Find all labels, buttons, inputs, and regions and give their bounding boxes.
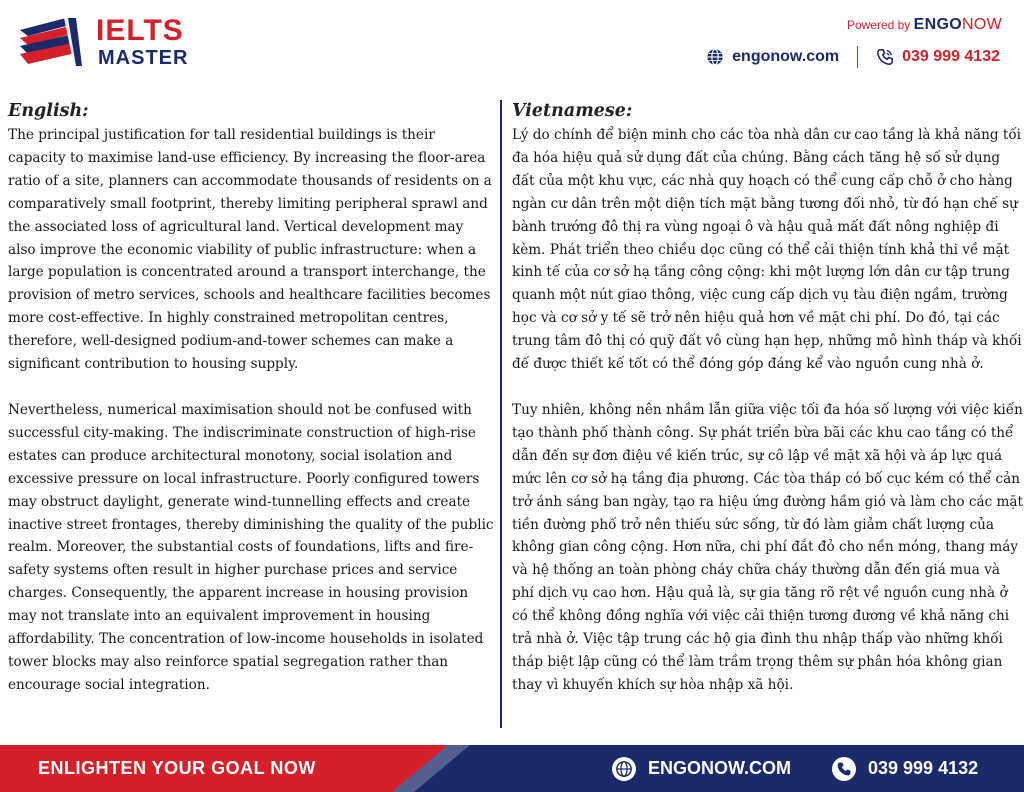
header-website-text: engonow.com (732, 48, 840, 65)
footer-phone-icon (832, 757, 856, 781)
vietnamese-paragraph-2: Tuy nhiên, không nên nhầm lẫn giữa việc tối đa hóa số lượng với việc kiến tạo thành phố thành công. Sự phát triển bừa bãi các khu cao tầng có thể dẫn đến sự đơn điệu về kiến trúc, sự cô lập về mặt xã hội và áp lực quá mức lên cơ sở hạ tầng địa phương. Các tòa tháp có bố cục kém có thể cản trở ánh sáng ban ngày, tạo ra hiệu ứng đường hầm gió và làm cho các mặt tiền đường phố trở nên thiếu sức sống, từ đó làm giảm chất lượng của không gian công cộng. Hơn nữa, chi phí đắt đỏ cho nền móng, thang máy và hệ thống an toàn phòng cháy chữa cháy thường dẫn đến giá mua và phí dịch vụ cao hơn. Hậu quả là, sự gia tăng rõ rệt về nguồn cung nhà ở có thể không đồng nghĩa với việc cải thiện tương đương về khả năng chi trả nhà ở. Việc tập trung các hộ gia đình thu nhập thấp vào những khối tháp biệt lập cũng có thể làm trầm trọng thêm sự phân hóa không gian thay vì khuyến khích sự hòa nhập xã hội. (512, 401, 1023, 693)
footer-globe-icon (612, 757, 636, 781)
footer-phone-link[interactable] (832, 745, 978, 792)
header-phone-text: 039 999 4132 (902, 48, 1000, 65)
column-divider (500, 100, 502, 728)
vietnamese-paragraph-1: Lý do chính để biện minh cho các tòa nhà dân cư cao tầng là khả năng tối đa hóa hiệu quả sử dụng đất của chúng. Bằng cách tăng hệ số sử dụng đất của một khu vực, các nhà quy hoạch có thể cung cấp chỗ ở cho hàng ngàn cư dân trên một diện tích mặt bằng tương đối nhỏ, từ đó hạn chế sự bành trướng đô thị ra vùng ngoại ô và hậu quả mất đất nông nghiệp đi kèm. Phát triển theo chiều dọc cũng có thể cải thiện tính khả thi về mặt kinh tế của cơ sở hạ tầng công cộng: khi một lượng lớn dân cư tập trung quanh một nút giao thông, việc cung cấp dịch vụ tàu điện ngầm, trường học và cơ sở y tế sẽ trở nên hiệu quả hơn về mặt chi phí. Do đó, tại các trung tâm đô thị có quỹ đất vô cùng hạn hẹp, những mô hình tháp và khối đế được thiết kế tốt có thể đóng góp đáng kể vào nguồn cung nhà ở. (512, 127, 1022, 373)
page-header (0, 0, 1024, 90)
english-column (8, 98, 494, 720)
brand-part1: ENGO (913, 16, 962, 33)
header-website-link[interactable] (706, 48, 839, 66)
vietnamese-heading: Vietnamese: (512, 101, 633, 121)
english-paragraph-2: Nevertheless, numerical maximisation should not be confused with successful city-making. The indiscriminate construction of high-rise estates can produce architectural monotony, social isolation and excessive pressure on local infrastructure. Poorly configured towers may obstruct daylight, generate wind-tunnelling effects and create inactive street frontages, thereby diminishing the quality of the public realm. Moreover, the substantial costs of foundations, lifts and fire-safety systems often result in higher purchase prices and service charges. Consequently, the apparent increase in housing provision may not translate into an equivalent improvement in housing affordability. The concentration of low-income households in isolated tower blocks may also reinforce spatial segregation rather than encourage social integration. (8, 401, 494, 693)
header-phone-link[interactable] (876, 48, 1000, 66)
logo-master-text: MASTER (98, 47, 189, 69)
powered-by-label: Powered by (846, 18, 911, 32)
header-contact-divider (857, 46, 858, 68)
logo-ielts-text: IELTS (96, 14, 184, 47)
vietnamese-column (512, 98, 1024, 720)
phone-icon (876, 48, 894, 66)
english-heading: English: (8, 101, 89, 121)
globe-icon (706, 48, 724, 66)
header-contact (706, 46, 1000, 68)
footer-phone-text: 039 999 4132 (868, 758, 979, 778)
footer-website-text: ENGONOW.COM (648, 758, 791, 778)
page-footer (0, 745, 1024, 792)
powered-by (847, 16, 1002, 34)
brand-part2: NOW (961, 16, 1002, 33)
footer-website-link[interactable] (612, 745, 791, 792)
english-paragraph-1: The principal justification for tall residential buildings is their capacity to maximise land-use efficiency. By increasing the floor-area ratio of a site, planners can accommodate thousands of residents on a comparatively small footprint, thereby limiting peripheral sprawl and the associated loss of agricultural land. Vertical development may also improve the economic viability of public infrastructure: when a large population is concentrated around a transport interchange, the provision of metro services, schools and healthcare facilities becomes more cost-effective. In highly constrained metropolitan centres, therefore, well-designed podium-and-tower schemes can make a significant contribution to housing supply. (8, 127, 492, 373)
footer-slogan: ENLIGHTEN YOUR GOAL NOW (38, 758, 316, 778)
ielts-master-logo[interactable] (18, 14, 218, 74)
engonow-brand[interactable] (914, 16, 1002, 33)
logo-stripes-icon (18, 16, 88, 68)
